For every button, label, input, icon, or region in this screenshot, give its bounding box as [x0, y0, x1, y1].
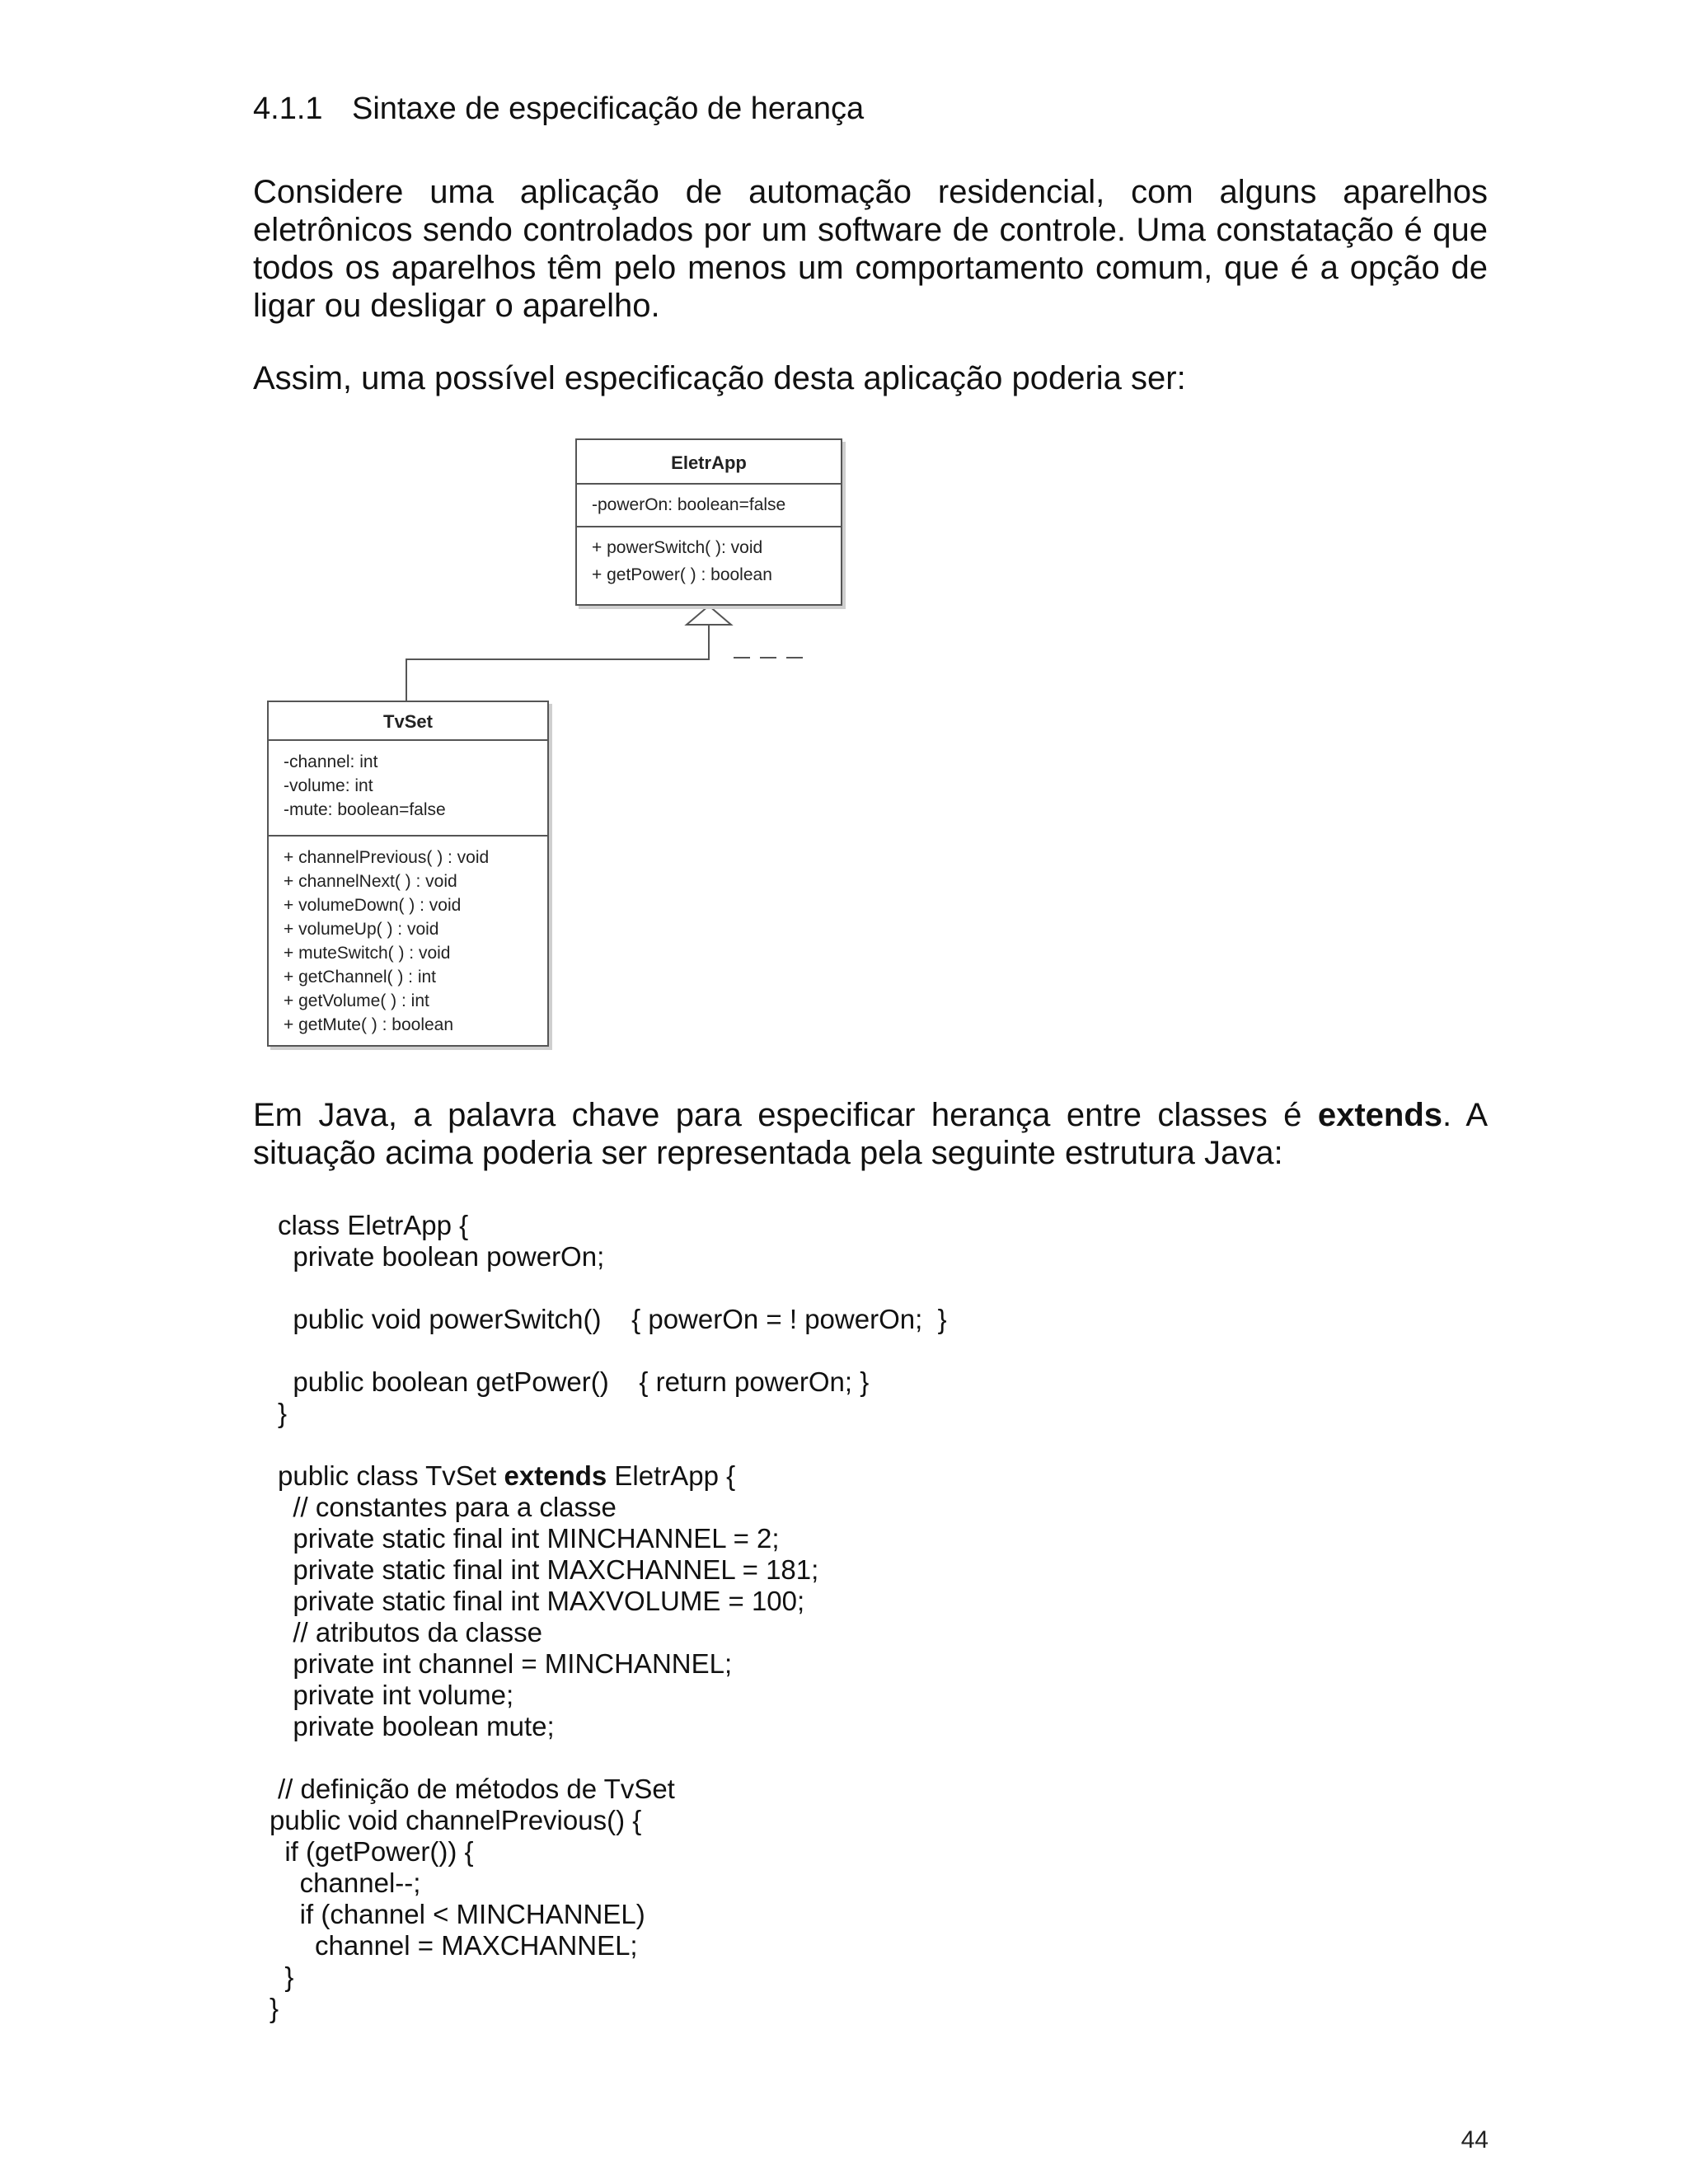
code-line: private static final int MINCHANNEL = 2; — [278, 1523, 780, 1554]
code-line: channel = MAXCHANNEL; — [270, 1930, 638, 1961]
method-row: + getPower( ) : boolean — [592, 565, 772, 584]
attribute-row: -mute: boolean=false — [284, 800, 446, 819]
section-number: 4.1.1 — [253, 91, 323, 126]
code-line: private boolean mute; — [278, 1711, 555, 1741]
section-heading — [253, 89, 864, 129]
method-row: + volumeUp( ) : void — [284, 920, 439, 939]
attribute-row: -powerOn: boolean=false — [592, 495, 786, 514]
class-name: EletrApp — [577, 440, 841, 485]
extends-paragraph-before: Em Java, a palavra chave para especificar herança entre classes é — [253, 1097, 1318, 1133]
code-line-class-declaration — [278, 1460, 735, 1492]
extends-paragraph — [253, 1096, 1488, 1172]
code-line: class EletrApp { — [278, 1210, 469, 1240]
code-fragment: EletrApp { — [607, 1460, 736, 1491]
code-line: channel--; — [270, 1868, 421, 1898]
class-methods — [269, 837, 547, 1037]
code-line: private boolean powerOn; — [278, 1241, 605, 1272]
code-line: private int channel = MINCHANNEL; — [278, 1648, 733, 1679]
attribute-row: -volume: int — [284, 776, 373, 795]
uml-class-eletrapp — [575, 438, 842, 606]
class-attributes — [577, 485, 841, 527]
class-attributes — [269, 741, 547, 837]
method-row: + volumeDown( ) : void — [284, 896, 462, 915]
method-row: + powerSwitch( ): void — [592, 538, 763, 557]
code-line: private static final int MAXVOLUME = 100; — [278, 1586, 805, 1616]
method-row: + getVolume( ) : int — [284, 991, 429, 1010]
uml-class-tvset — [267, 701, 549, 1047]
code-line: // definição de métodos de TvSet — [278, 1774, 675, 1804]
code-line: public void channelPrevious() { — [270, 1805, 642, 1835]
code-line: // constantes para a classe — [278, 1492, 617, 1522]
code-line: public boolean getPower() { return powerOn; } — [278, 1366, 870, 1397]
method-row: + getMute( ) : boolean — [284, 1015, 454, 1034]
page-number: 44 — [1461, 2126, 1489, 2154]
inheritance-connector — [0, 0, 1688, 1071]
class-methods — [577, 527, 841, 588]
code-line: } — [278, 1398, 288, 1428]
code-line: private int volume; — [278, 1680, 514, 1710]
intro-paragraph: Considere uma aplicação de automação residencial, com alguns aparelhos eletrônicos sendo controlados por um software de controle. Uma constatação é que todos os aparelhos têm pelo menos um comportamento comum, que é a opção de ligar ou desligar o aparelho. — [253, 174, 1488, 324]
code-line: public void powerSwitch() { powerOn = ! powerOn; } — [278, 1304, 947, 1334]
attribute-row: -channel: int — [284, 752, 378, 771]
extends-paragraph-after: . A situação acima poderia ser representada pela seguinte estrutura Java: — [253, 1097, 1489, 1171]
extends-keyword: extends — [1317, 1097, 1443, 1133]
method-row: + muteSwitch( ) : void — [284, 944, 451, 963]
spec-intro-paragraph: Assim, uma possível especificação desta aplicação poderia ser: — [253, 360, 1186, 396]
section-title: Sintaxe de especificação de herança — [352, 91, 865, 126]
class-name: TvSet — [269, 702, 547, 741]
code-keyword-extends: extends — [504, 1460, 607, 1491]
code-fragment: public class TvSet — [278, 1460, 504, 1491]
generalization-line — [406, 625, 709, 701]
code-line: } — [270, 1961, 294, 1992]
uml-diagram — [0, 0, 1688, 1071]
method-row: + channelNext( ) : void — [284, 872, 457, 891]
generalization-arrowhead — [687, 606, 731, 625]
code-line: } — [270, 1993, 279, 2023]
code-line: if (channel < MINCHANNEL) — [270, 1899, 645, 1929]
code-line: private static final int MAXCHANNEL = 181; — [278, 1554, 819, 1585]
method-row: + channelPrevious( ) : void — [284, 848, 490, 867]
code-line: if (getPower()) { — [270, 1836, 474, 1867]
code-line: // atributos da classe — [278, 1617, 542, 1647]
method-row: + getChannel( ) : int — [284, 968, 437, 987]
